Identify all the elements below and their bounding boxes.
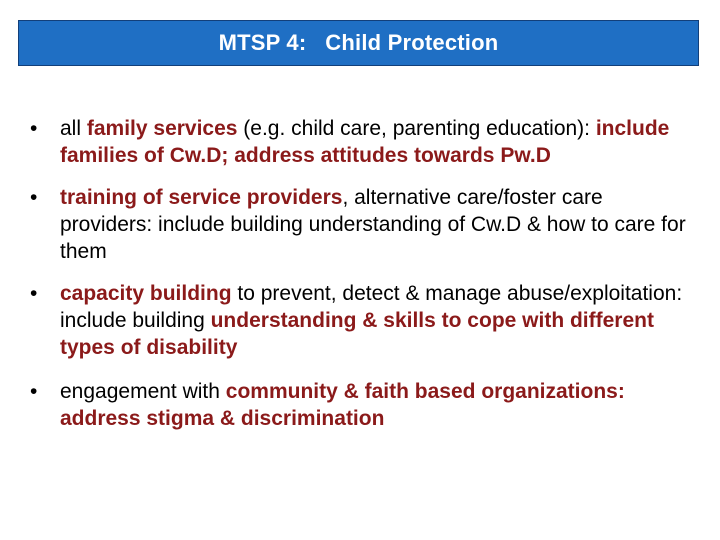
bullet-segment: engagement with	[60, 380, 226, 403]
bullet-segment: , alternative care/foster care providers: include building understanding of Cw.D & how to care for them	[60, 186, 686, 263]
bullet-segment: to prevent, detect & manage abuse/exploitation: include building	[60, 282, 683, 332]
title-bar	[18, 20, 699, 66]
bullet-dot-icon: •	[30, 186, 38, 209]
bullet-item-engagement	[30, 378, 700, 432]
bullet-list	[30, 115, 700, 447]
bullet-emphasis: community & faith based organizations: address stigma & discrimination	[60, 380, 625, 430]
bullet-emphasis: include families of Cw.D; address attitudes towards Pw.D	[60, 117, 670, 167]
bullet-emphasis: family services	[86, 117, 238, 140]
slide-title: MTSP 4: Child Protection	[218, 30, 499, 55]
bullet-emphasis: understanding & skills to cope with different types of disability	[60, 309, 654, 359]
bullet-item-training	[30, 184, 700, 265]
bullet-emphasis: training of service providers	[60, 186, 343, 209]
bullet-dot-icon: •	[30, 117, 38, 140]
bullet-item-family-services	[30, 115, 700, 169]
bullet-dot-icon: •	[30, 282, 38, 305]
bullet-emphasis: capacity building	[60, 282, 232, 305]
bullet-dot-icon: •	[30, 380, 38, 403]
bullet-segment: (e.g. child care, parenting education):	[237, 117, 596, 140]
bullet-segment: all	[60, 117, 87, 140]
bullet-item-capacity-building	[30, 280, 700, 361]
